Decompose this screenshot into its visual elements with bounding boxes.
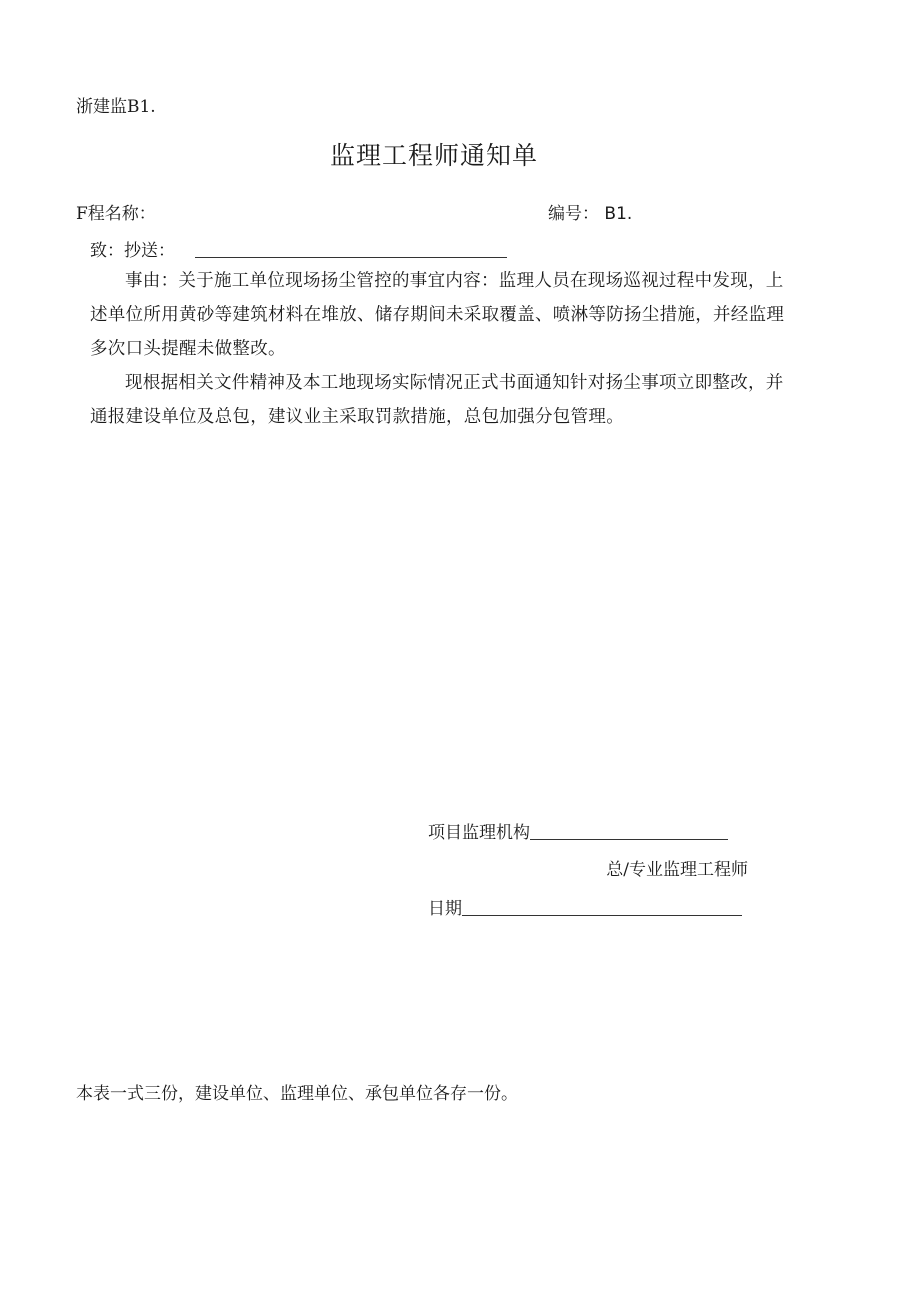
recipient-line (90, 236, 507, 261)
document-number (548, 199, 632, 224)
date-line (428, 894, 742, 919)
form-code: 浙建监B1. (76, 97, 156, 117)
recipient-label: 致：抄送： (90, 241, 175, 261)
footer-note: 本表一式三份，建设单位、监理单位、承包单位各存一份。 (76, 1084, 518, 1104)
supervision-org-line (428, 818, 728, 843)
supervision-org-blank (530, 839, 728, 840)
number-value: B1. (604, 204, 633, 224)
engineer-label: 总/专业监理工程师 (606, 860, 748, 880)
number-label: 编号： (548, 204, 599, 224)
page-title: 监理工程师通知单 (329, 141, 538, 170)
notice-paragraph: 现根据相关文件精神及本工地现场实际情况正式书面通知针对扬尘事项立即整改，并通报建设单位及总包，建议业主采取罚款措施，总包加强分包管理。 (90, 373, 784, 427)
recipient-blank (195, 257, 507, 258)
date-blank (462, 915, 742, 916)
reason-paragraph: 事由：关于施工单位现场扬尘管控的事宜内容：监理人员在现场巡视过程中发现，上述单位所用黄砂等建筑材料在堆放、储存期间未采取覆盖、喷淋等防扬尘措施，并经监理多次口头提醒未做整改。 (90, 271, 785, 359)
supervision-org-label: 项目监理机构 (428, 823, 530, 843)
date-label: 日期 (428, 899, 462, 919)
project-name-label: F程名称： (76, 204, 156, 224)
